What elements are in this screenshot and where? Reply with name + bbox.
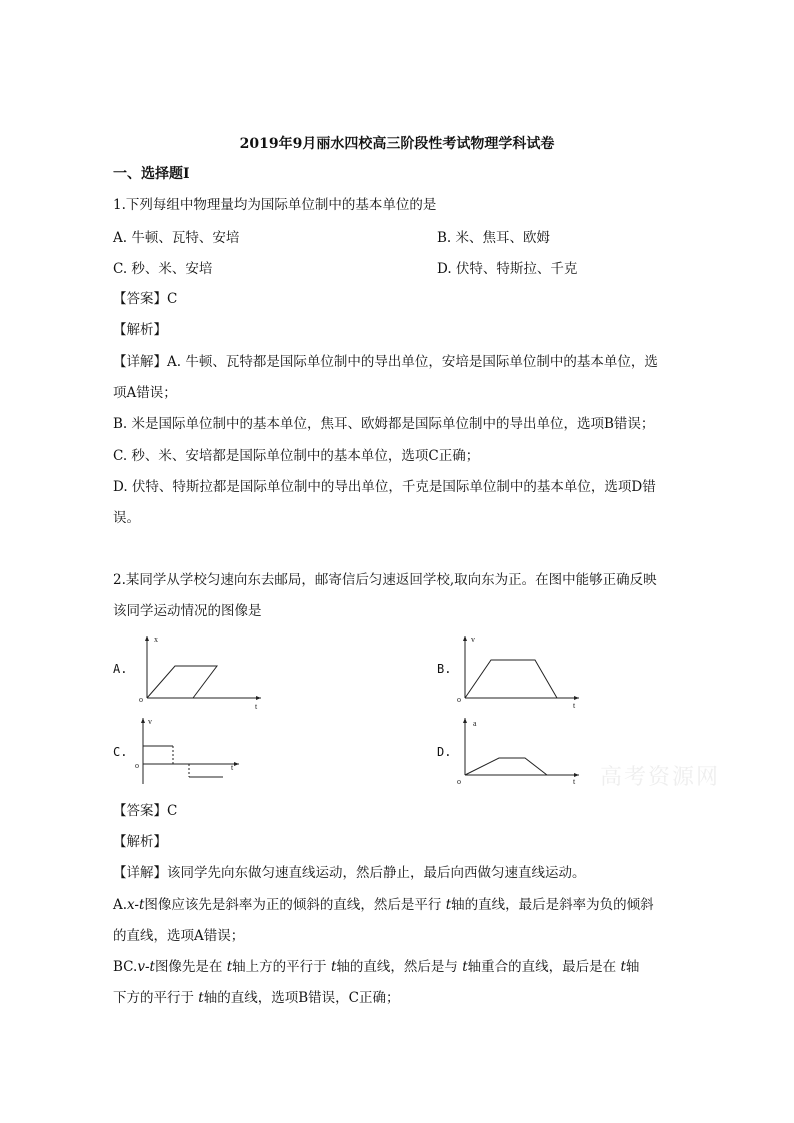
figure-a-label: A. [113, 662, 128, 676]
figure-a [135, 630, 265, 714]
q2-detail-4-t-3: t [462, 959, 468, 975]
q2-detail-4-t-4: t [620, 959, 626, 975]
figure-c-ylabel: v [148, 717, 152, 726]
q2-detail-4-t-2: t [330, 959, 337, 975]
q2-detail-2 [113, 895, 654, 915]
q2-detail-5-text-2: 轴的直线，选项B错误，C正确； [203, 990, 400, 1006]
q1-detail-4: C. 秒、米、安培都是国际单位制中的基本单位，选项C正确； [113, 448, 480, 464]
figure-d-xlabel: t [573, 777, 576, 786]
q1-option-d: D. 伏特、特斯拉、千克 [437, 261, 578, 277]
q2-detail-2-xt: x-t [127, 897, 145, 913]
q1-analysis-label: 【解析】 [113, 322, 167, 338]
q2-detail-5-t: t [198, 990, 204, 1006]
q2-detail-2-text: 图像应该先是斜率为正的倾斜的直线，然后是平行 [144, 897, 446, 913]
q2-detail-4-prefix: BC. [113, 959, 138, 975]
q2-detail-2-text-2: 轴的直线，最后是斜率为负的倾斜 [451, 897, 654, 913]
q2-detail-5 [113, 988, 399, 1008]
q1-option-c: C. 秒、米、安培 [113, 261, 213, 277]
q2-stem-1: 2.某同学从学校匀速向东去邮局，邮寄信后匀速返回学校,取向东为正。在图中能够正确反映 [113, 572, 657, 588]
figure-a-ylabel: x [154, 635, 158, 644]
q1-detail-1: 【详解】A. 牛顿、瓦特都是国际单位制中的导出单位，安培是国际单位制中的基本单位，选 [113, 354, 658, 370]
q2-detail-4 [113, 957, 639, 977]
figure-b-label: B. [437, 662, 452, 676]
figure-c-origin: o [135, 761, 139, 770]
figure-c-xlabel: t [231, 763, 234, 772]
q2-detail-4-t-1: t [226, 959, 233, 975]
q1-detail-6: 误。 [113, 510, 140, 526]
q1-detail-5: D. 伏特、特斯拉都是国际单位制中的导出单位，千克是国际单位制中的基本单位，选项D错 [113, 479, 656, 495]
q1-option-a: A. 牛顿、瓦特、安培 [113, 230, 240, 246]
q2-detail-4-text-2: 轴上方的平行于 [232, 959, 331, 975]
q2-analysis-label: 【解析】 [113, 834, 167, 850]
q2-answer: 【答案】C [113, 803, 178, 819]
figure-d-ylabel: a [473, 719, 477, 728]
figure-a-xlabel: t [255, 702, 258, 710]
figure-c-label: C. [113, 745, 128, 759]
q2-detail-5-text-1: 下方的平行于 [113, 990, 199, 1006]
figure-b-xlabel: t [573, 701, 576, 710]
q2-detail-4-text-3: 轴的直线，然后是与 [336, 959, 463, 975]
q2-detail-4-text-4: 轴重合的直线，最后是在 [467, 959, 621, 975]
q2-detail-1: 【详解】该同学先向东做匀速直线运动，然后静止，最后向西做匀速直线运动。 [113, 865, 586, 881]
q1-detail-3: B. 米是国际单位制中的基本单位，焦耳、欧姆都是国际单位制中的导出单位，选项B错误； [113, 416, 655, 432]
figure-d-origin: o [457, 777, 461, 786]
figure-d [455, 712, 585, 796]
section-heading: 一、选择题Ⅰ [113, 166, 190, 182]
q2-stem-2: 该同学运动情况的图像是 [113, 603, 262, 619]
figure-b-ylabel: v [471, 635, 475, 644]
q1-answer: 【答案】C [113, 291, 178, 307]
q2-detail-3: 的直线，选项A错误； [113, 928, 245, 944]
figure-d-label: D. [437, 745, 452, 759]
q2-detail-2-prefix: A. [113, 897, 128, 913]
q1-stem: 1.下列每组中物理量均为国际单位制中的基本单位的是 [113, 197, 437, 213]
page-title: 2019年9月丽水四校高三阶段性考试物理学科试卷 [239, 136, 555, 152]
figure-b-origin: o [457, 695, 461, 704]
q2-detail-2-t: t [445, 897, 452, 913]
q2-detail-4-text-5: 轴 [625, 959, 640, 975]
figure-c [135, 712, 245, 796]
figure-b [455, 630, 585, 714]
q2-detail-4-vt: v-t [137, 959, 155, 975]
q1-detail-2: 项A错误； [113, 385, 177, 401]
watermark-text: 高考资源网 [600, 765, 721, 790]
q2-detail-4-text-1: 图像先是在 [154, 959, 227, 975]
q1-option-b: B. 米、焦耳、欧姆 [437, 230, 551, 246]
figure-a-origin: o [139, 695, 143, 704]
